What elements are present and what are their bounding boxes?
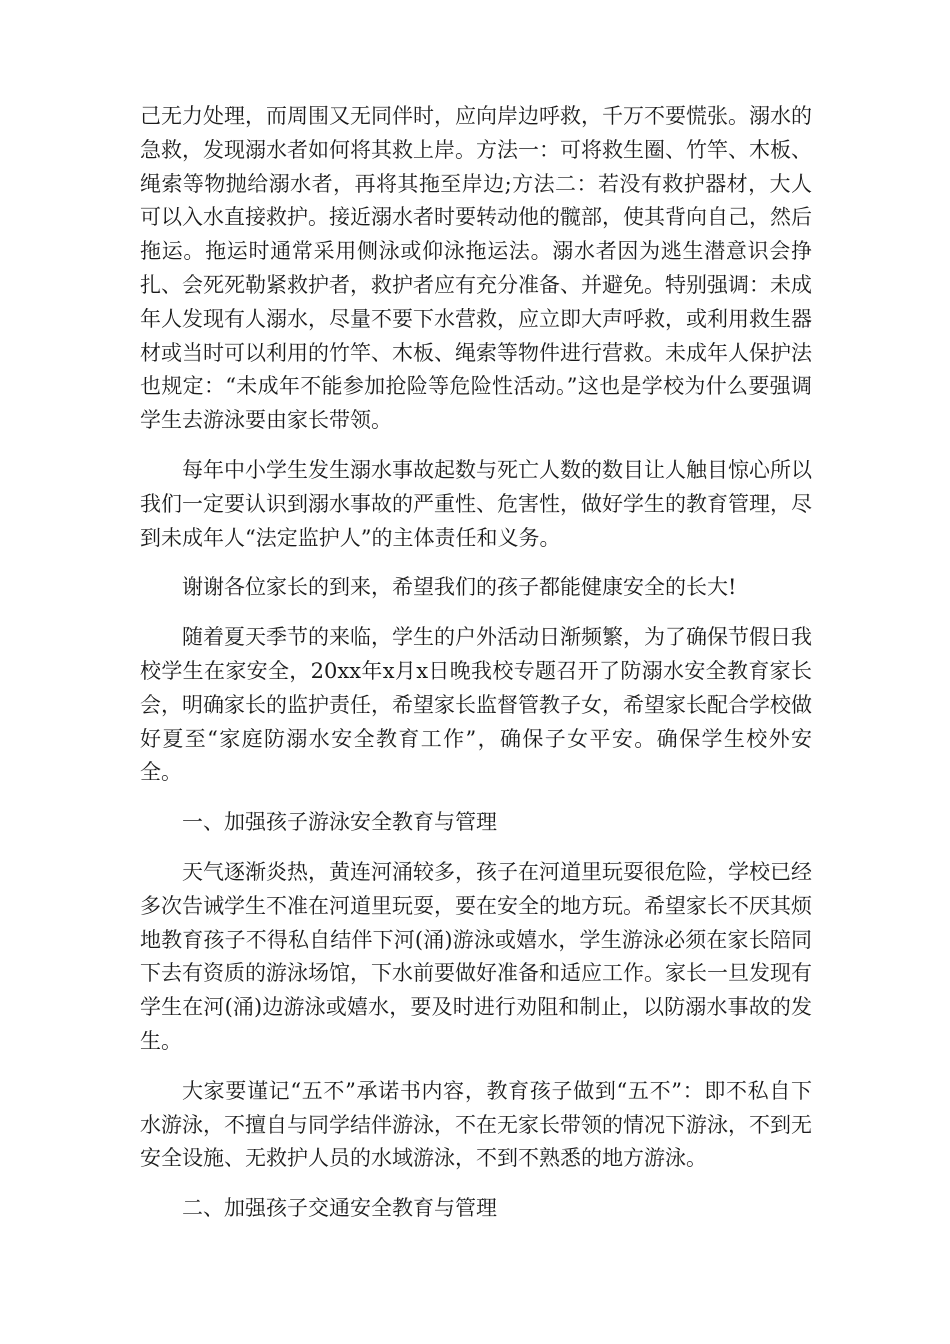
paragraph-summer-meeting: 随着夏天季节的来临，学生的户外活动日渐频繁，为了确保节假日我校学生在家安全，20xx年x月x日晚我校专题召开了防溺水安全教育家长会，明确家长的监护责任，希望家长监督管教子女，希望家长配合学校做好夏至“家庭防溺水安全教育工作”，确保子女平安。确保学生校外安全。	[140, 625, 812, 785]
paragraph-thanks: 谢谢各位家长的到来，希望我们的孩子都能健康安全的长大!	[182, 575, 737, 600]
section-heading-traffic-safety: 二、加强孩子交通安全教育与管理	[182, 1196, 497, 1221]
paragraph-drowning-rescue: 己无力处理，而周围又无同伴时，应向岸边呼救，千万不要慌张。溺水的急救，发现溺水者如何将其救上岸。方法一：可将救生圈、竹竿、木板、绳索等物抛给溺水者，再将其拖至岸边;方法二：若没有救护器材，大人可以入水直接救护。接近溺水者时要转动他的髋部，使其背向自己，然后拖运。拖运时通常采用侧泳或仰泳拖运法。溺水者因为逃生潜意识会挣扎、会死死勒紧救护者，救护者应有充分准备、并避免。特别强调：未成年人发现有人溺水，尽量不要下水营救，应立即大声呼救，或利用救生器材或当时可以利用的竹竿、木板、绳索等物件进行营救。未成年人保护法也规定：“未成年不能参加抢险等危险性活动。”这也是学校为什么要强调学生去游泳要由家长带领。	[140, 104, 812, 433]
paragraph-five-nos: 大家要谨记“五不”承诺书内容，教育孩子做到“五不”：即不私自下水游泳，不擅自与同学结伴游泳，不在无家长带领的情况下游泳，不到无安全设施、无救护人员的水域游泳，不到不熟悉的地方游泳。	[140, 1078, 812, 1171]
section-heading-swimming-safety: 一、加强孩子游泳安全教育与管理	[182, 810, 497, 835]
paragraph-river-warning: 天气逐渐炎热，黄连河涌较多，孩子在河道里玩耍很危险，学校已经多次告诫学生不准在河道里玩耍，要在安全的地方玩。希望家长不厌其烦地教育孩子不得私自结伴下河(涌)游泳或嬉水，学生游泳必须在家长陪同下去有资质的游泳场馆，下水前要做好准备和适应工作。家长一旦发现有学生在河(涌)边游泳或嬉水，要及时进行劝阻和制止，以防溺水事故的发生。	[140, 859, 812, 1053]
paragraph-accident-statistics: 每年中小学生发生溺水事故起数与死亡人数的数目让人触目惊心所以我们一定要认识到溺水事故的严重性、危害性，做好学生的教育管理，尽到未成年人“法定监护人”的主体责任和义务。	[140, 457, 812, 550]
document-body	[140, 100, 812, 1242]
